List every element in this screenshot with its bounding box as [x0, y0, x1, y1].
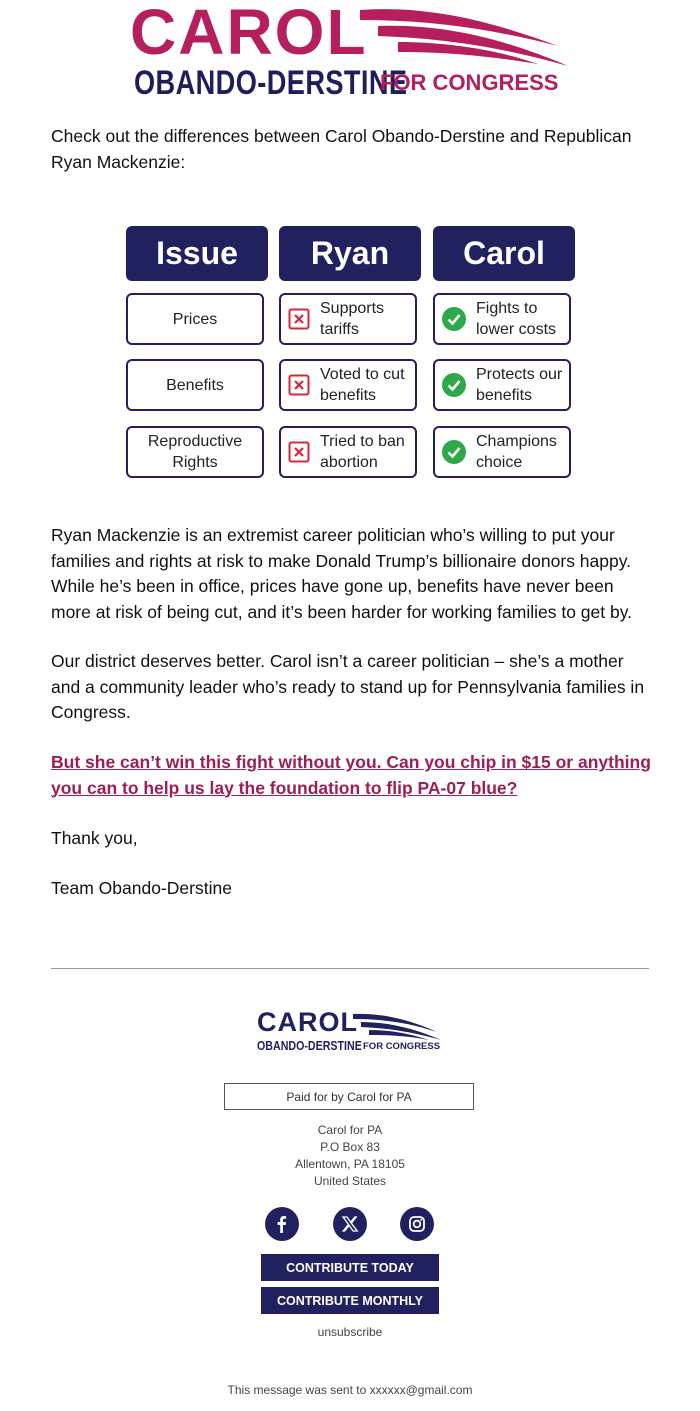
address-line: P.O Box 83	[320, 1140, 380, 1154]
footer-logo-for-text: FOR CONGRESS	[363, 1041, 441, 1052]
address-line: United States	[313, 1174, 387, 1188]
footer-logo-carol-text: CAROL	[257, 1007, 358, 1037]
ryan-cell-prices	[279, 293, 417, 345]
instagram-icon[interactable]	[400, 1207, 434, 1241]
facebook-icon[interactable]	[265, 1207, 299, 1241]
body-paragraph-2: Our district deserves better. Carol isn’t a career politician – she’s a mother and a community leader who’s ready to stand up for Pennsylvania families in Congress.	[51, 651, 645, 722]
ryan-position: Voted to cut benefits	[320, 366, 405, 404]
logo-for-congress-text: FOR CONGRESS	[380, 70, 559, 95]
address-line: Allentown, PA 18105	[295, 1157, 405, 1171]
x-mark-icon	[288, 374, 310, 396]
paid-for-disclaimer: Paid for by Carol for PA	[224, 1083, 474, 1110]
donate-link[interactable]: But she can’t win this fight without you. Can you chip in $15 or anything you can to help us lay the foundation to flip PA-07 blue?	[51, 752, 651, 798]
signoff-text: Team Obando-Derstine	[51, 878, 232, 898]
contribute-monthly-button[interactable]: CONTRIBUTE MONTHLY	[261, 1287, 439, 1314]
carol-cell-prices	[433, 293, 571, 345]
contribute-today-button[interactable]: CONTRIBUTE TODAY	[261, 1254, 439, 1281]
check-circle-icon	[442, 373, 466, 397]
footer-logo	[257, 1009, 447, 1054]
ryan-position: Supports tariffs	[320, 300, 385, 338]
unsubscribe-link[interactable]: unsubscribe	[317, 1325, 383, 1339]
thanks-text: Thank you,	[51, 828, 138, 848]
header-logo	[130, 2, 570, 102]
x-mark-icon	[288, 308, 310, 330]
ryan-position: Tried to ban abortion	[320, 433, 405, 471]
carol-cell-benefits	[433, 359, 571, 411]
address-line: Carol for PA	[317, 1123, 383, 1137]
check-circle-icon	[442, 440, 466, 464]
x-icon[interactable]	[333, 1207, 367, 1241]
ryan-cell-benefits	[279, 359, 417, 411]
carol-position: Fights to lower costs	[476, 300, 557, 338]
logo-carol-text: CAROL	[130, 0, 368, 68]
flag-swoosh-icon	[351, 1012, 443, 1042]
carol-position: Champions choice	[476, 433, 557, 471]
issue-label: Benefits	[166, 376, 224, 394]
header-carol: Carol	[433, 226, 575, 281]
ryan-cell-reproductive-rights	[279, 426, 417, 478]
logo-name-text: OBANDO-DERSTINE	[134, 64, 408, 102]
check-circle-icon	[442, 307, 466, 331]
issue-cell-prices	[126, 293, 264, 345]
footer-logo-name-text: OBANDO-DERSTINE	[257, 1038, 362, 1053]
x-mark-icon	[288, 441, 310, 463]
footer-divider	[51, 968, 649, 969]
flag-swoosh-icon	[358, 6, 573, 68]
header-issue: Issue	[126, 226, 268, 281]
issue-cell-reproductive-rights	[126, 426, 264, 478]
issue-label: Prices	[172, 310, 218, 328]
comparison-table	[124, 226, 576, 484]
carol-position: Protects our benefits	[476, 366, 563, 404]
issue-label: Reproductive Rights	[147, 433, 243, 471]
sent-to-notice: This message was sent to xxxxxx@gmail.com	[227, 1383, 473, 1397]
body-paragraph-1: Ryan Mackenzie is an extremist career politician who’s willing to put your families and rights at risk to make Donald Trump’s billionaire donors happy. While he’s been in office, prices have gone up, benefits have never been more at risk of being cut, and it’s been harder for working families to get by.	[51, 525, 633, 622]
header-ryan: Ryan	[279, 226, 421, 281]
issue-cell-benefits	[126, 359, 264, 411]
carol-cell-reproductive-rights	[433, 426, 571, 478]
intro-text: Check out the differences between Carol Obando-Derstine and Republican Ryan Mackenzie:	[51, 126, 632, 172]
